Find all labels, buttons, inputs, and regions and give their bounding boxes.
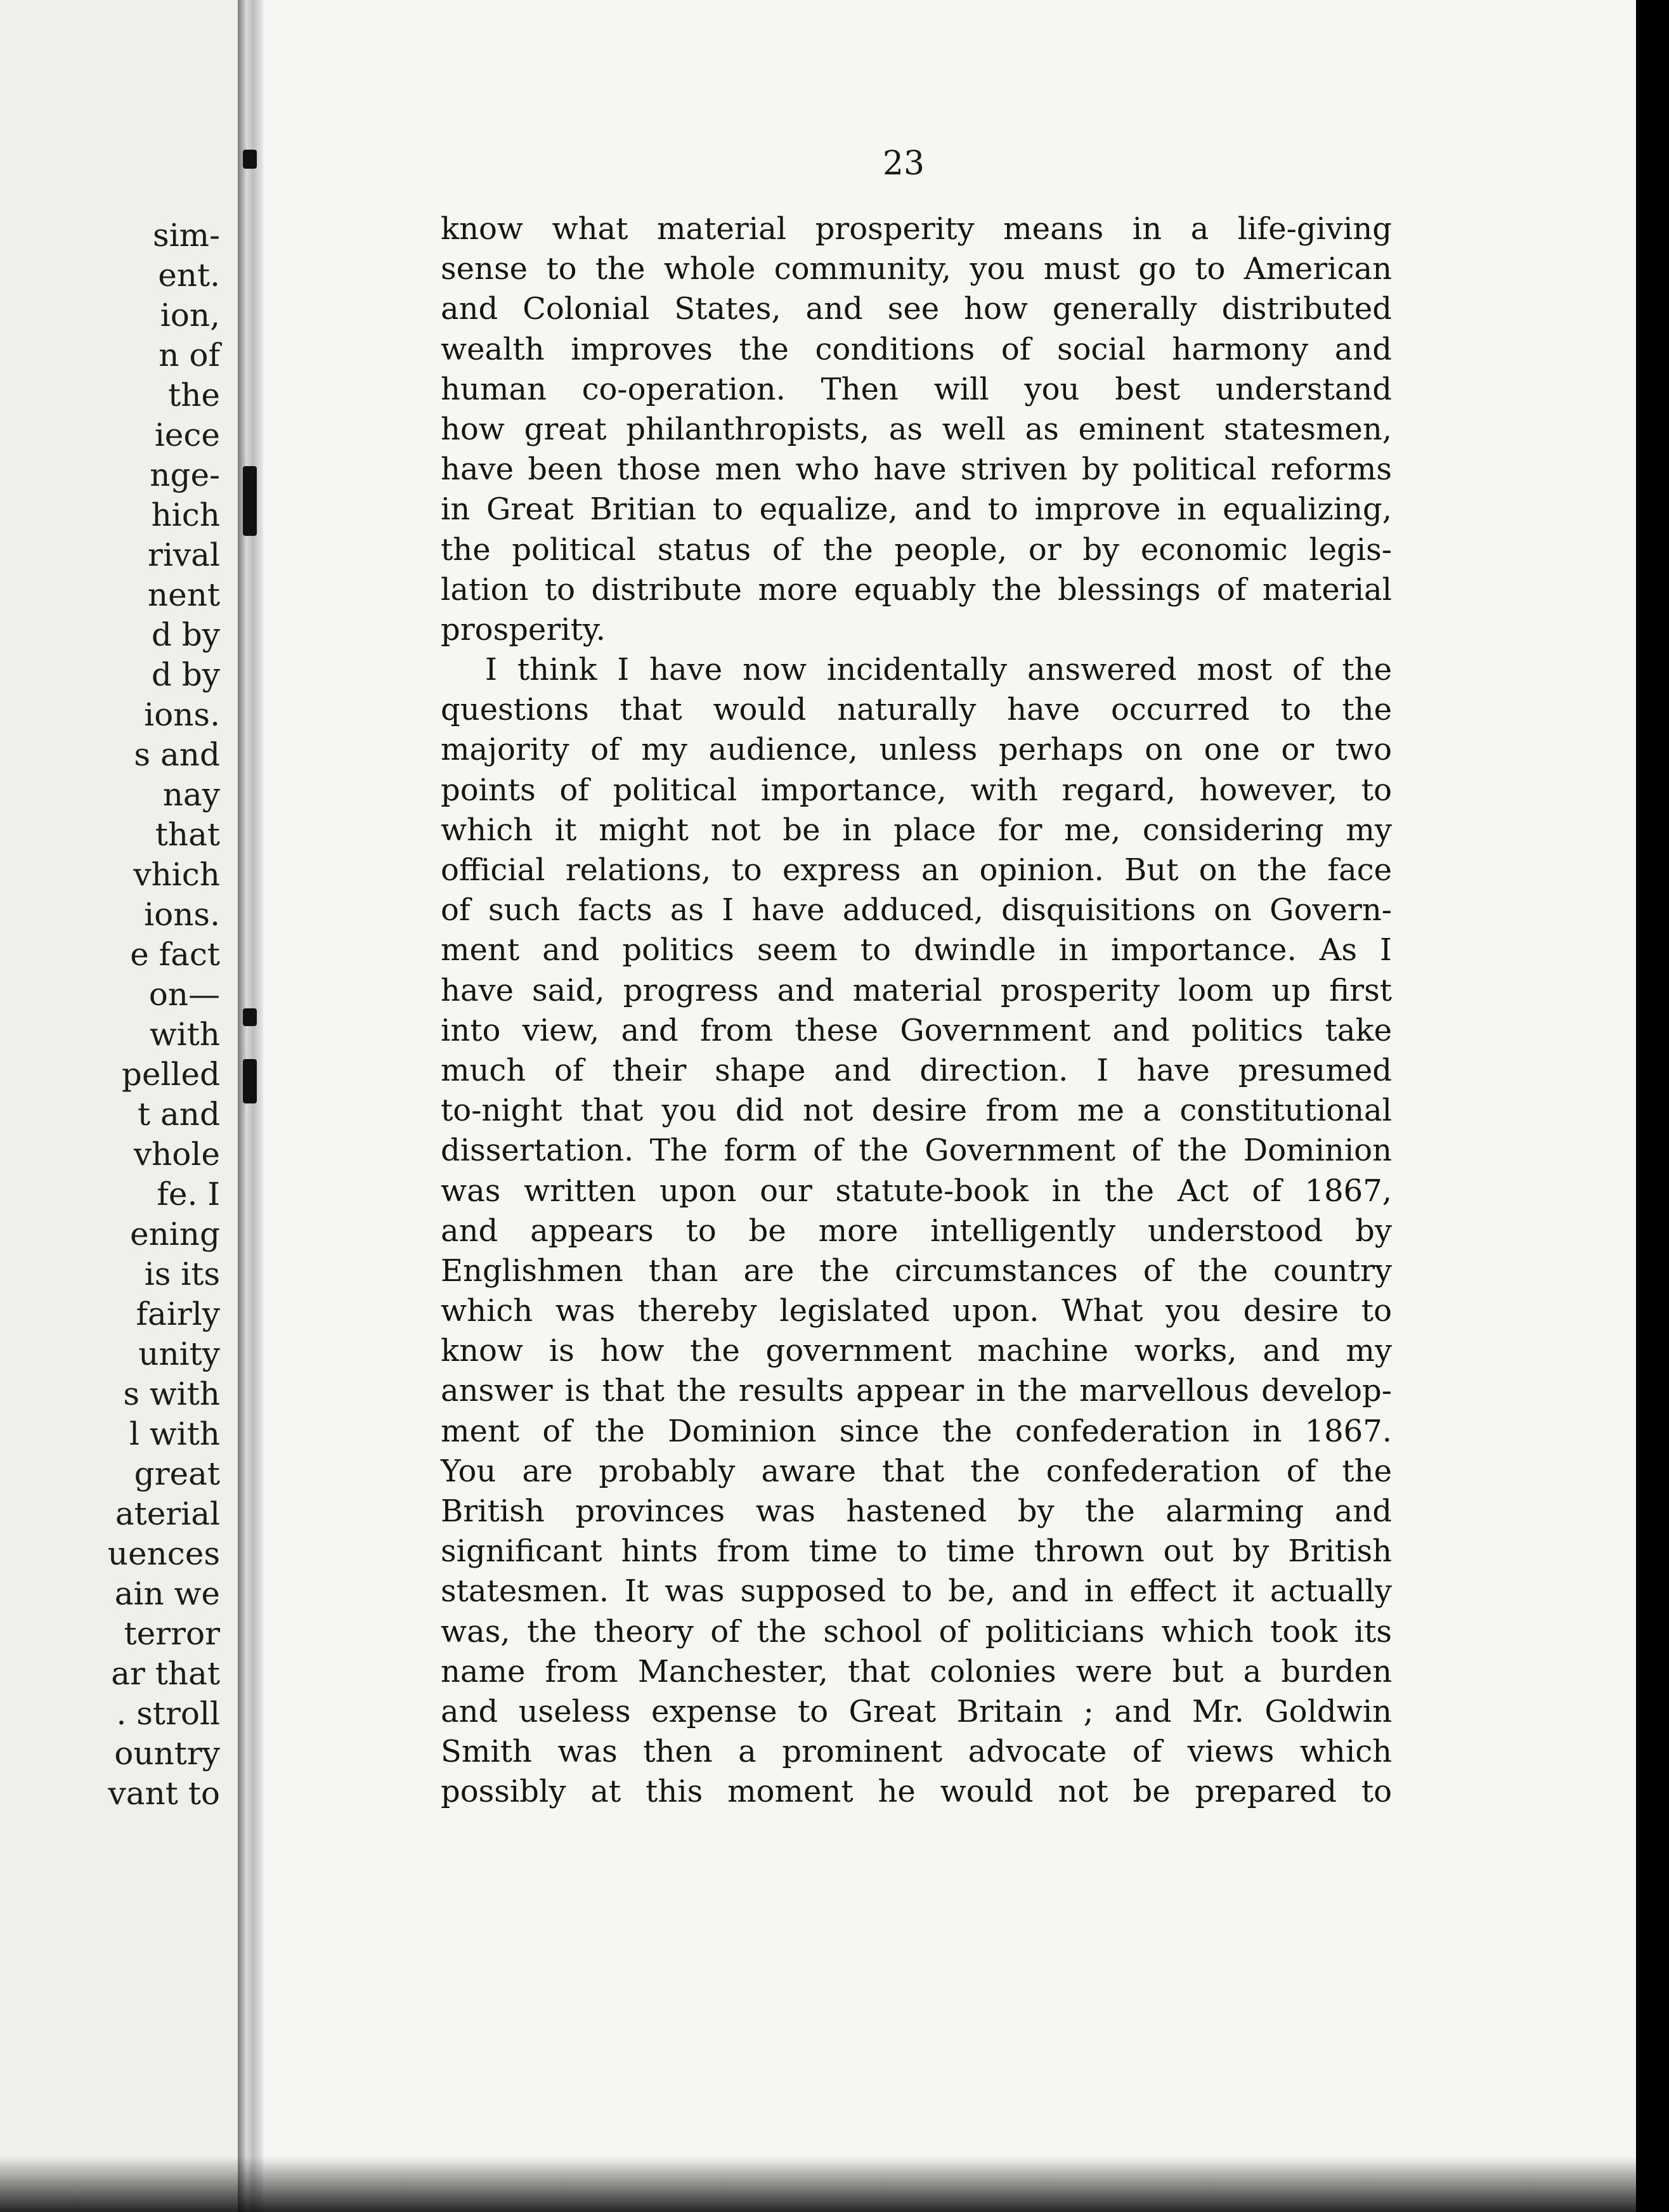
left-fragment: s and [134,736,220,773]
text-line: dissertation. The form of the Government of the Dominion [441,1133,1392,1169]
binding-mark [243,466,257,536]
text-line: Smith was then a prominent advocate of views which [441,1734,1392,1770]
binding-mark [243,150,257,169]
left-fragment: ent. [158,257,220,294]
text-line: lation to distribute more equably the blessings of material [441,571,1392,608]
left-fragment: pelled [121,1056,220,1093]
left-fragment: nge- [150,457,220,493]
text-line: wealth improves the conditions of social harmony and [441,331,1392,367]
left-fragment: n of [159,337,220,374]
binding-mark [243,1008,257,1026]
left-fragment: is its [144,1256,220,1292]
left-fragment: aterial [115,1495,220,1532]
text-line: human co-operation. Then will you best understand [441,371,1392,407]
text-line: know what material prosperity means in a life-giving [441,211,1392,247]
left-fragment: great [134,1455,220,1492]
left-fragment: ountry [114,1735,220,1772]
binding-mark [243,1059,257,1103]
left-fragment: ion, [160,297,220,334]
text-line: official relations, to express an opinion. But on the face [441,852,1392,888]
left-facing-page [0,0,238,2212]
text-line: prosperity. [441,611,606,647]
text-line: Englishmen than are the circumstances of the country [441,1252,1392,1289]
text-line: into view, and from these Government and politics take [441,1012,1392,1048]
text-line: was, the theory of the school of politicians which took its [441,1613,1392,1649]
text-line: have said, progress and material prosperity loom up first [441,972,1392,1008]
left-fragment: nay [162,776,220,813]
left-fragment: nent [147,576,220,613]
text-line: questions that would naturally have occurred to the [441,692,1392,728]
text-line: to-night that you did not desire from me a constitutional [441,1093,1392,1129]
left-fragment: vant to [108,1775,220,1812]
left-fragment: on— [148,976,220,1013]
text-line: and appears to be more intelligently understood by [441,1213,1392,1249]
text-line: ment of the Dominion since the confederation in 1867. [441,1413,1392,1449]
text-line: majority of my audience, unless perhaps on one or two [441,732,1392,768]
left-fragment: ar that [111,1655,220,1692]
left-fragment: fe. I [157,1176,220,1213]
text-line: statesmen. It was supposed to be, and in effect it actually [441,1573,1392,1610]
left-fragment: t and [137,1096,220,1133]
body-text [441,209,1392,1812]
left-fragment: e fact [130,936,220,973]
text-line: of such facts as I have adduced, disquisitions on Govern- [441,892,1392,928]
scan-right-border [1636,0,1669,2212]
text-line: how great philanthropists, as well as eminent statesmen, [441,411,1392,447]
left-page-text-fragments [108,216,220,1814]
text-line: which was thereby legislated upon. What you desire to [441,1293,1392,1329]
left-fragment: vhich [133,856,220,893]
left-fragment: d by [151,656,220,693]
left-fragment: ain we [114,1575,220,1612]
left-fragment: sim- [153,217,220,254]
text-line: ment and politics seem to dwindle in importance. As I [441,932,1392,968]
left-fragment: rival [148,537,220,573]
left-fragment: hich [151,497,220,533]
page-number: 23 [882,145,925,183]
book-gutter [238,0,263,2212]
scan-bottom-shadow [0,2156,1669,2212]
text-line: sense to the whole community, you must go to American [441,251,1392,287]
left-fragment: fairly [136,1296,220,1332]
text-line: have been those men who have striven by political reforms [441,452,1392,488]
text-line: the political status of the people, or by economic legis- [441,531,1392,568]
left-fragment: unity [138,1336,220,1372]
text-line: possibly at this moment he would not be prepared to [441,1774,1392,1810]
left-fragment: terror [124,1615,220,1652]
left-fragment: d by [151,616,220,653]
text-line: points of political importance, with regard, however, to [441,772,1392,808]
text-line: know is how the government machine works, and my [441,1333,1392,1369]
left-fragment: that [155,816,220,853]
left-fragment: vhole [133,1136,220,1173]
text-line: name from Manchester, that colonies were but a burden [441,1653,1392,1689]
left-fragment: iece [154,417,220,453]
left-fragment: . stroll [116,1695,220,1732]
left-fragment: s with [123,1376,220,1412]
left-fragment: with [149,1016,220,1053]
text-line: in Great Britian to equalize, and to improve in equalizing, [441,491,1392,528]
text-line: was written upon our statute-book in the Act of 1867, [441,1173,1392,1209]
left-fragment: ions. [144,896,220,933]
text-line: which it might not be in place for me, considering my [441,812,1392,848]
text-line: You are probably aware that the confederation of the [441,1453,1392,1489]
paragraph-first-line: I think I have now incidentally answered most of the [485,652,1392,688]
left-fragment: ening [130,1216,220,1252]
text-line: answer is that the results appear in the marvellous develop- [441,1373,1392,1409]
text-line: and useless expense to Great Britain ; and Mr. Goldwin [441,1693,1392,1729]
text-line: British provinces was hastened by the alarming and [441,1493,1392,1529]
left-fragment: l with [129,1415,220,1452]
left-fragment: ions. [144,696,220,733]
left-fragment: the [168,377,220,413]
text-line: and Colonial States, and see how generally distributed [441,291,1392,327]
text-line: significant hints from time to time thrown out by British [441,1533,1392,1570]
text-line: much of their shape and direction. I have presumed [441,1052,1392,1088]
left-fragment: uences [107,1535,220,1572]
